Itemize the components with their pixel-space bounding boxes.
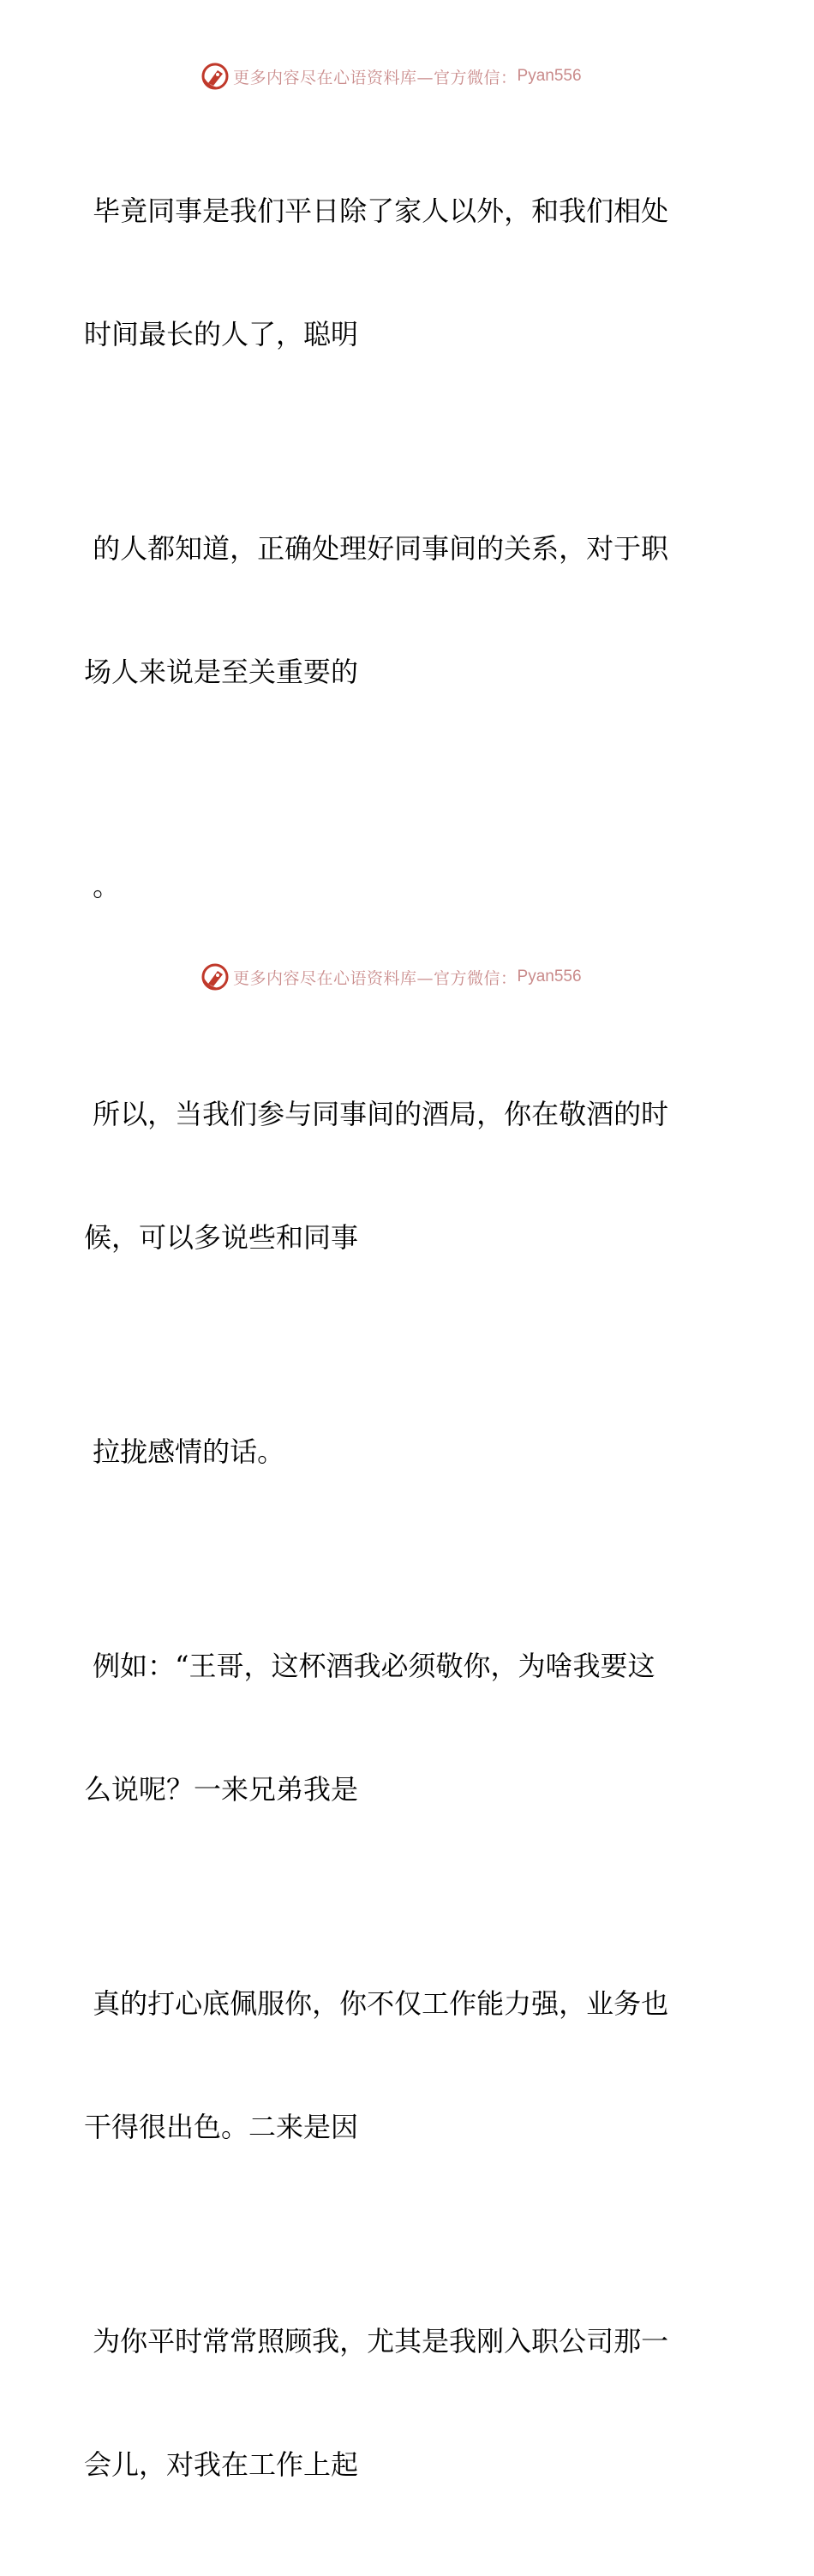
text-line: 么说呢？一来兄弟我是 xyxy=(84,1773,359,1806)
paragraph xyxy=(84,1011,718,1340)
paragraph xyxy=(84,783,718,989)
text-line: 为你平时常常照顾我，尤其是我刚入职公司那一 xyxy=(84,2325,669,2357)
text-line: 候，可以多说些和同事 xyxy=(84,1221,359,1254)
paragraph xyxy=(84,446,718,775)
text-line: 拉拢感情的话。 xyxy=(84,1435,285,1468)
header-watermark xyxy=(201,62,582,91)
watermark-text: 更多内容尽在心语资料库—官方微信： xyxy=(233,68,518,87)
paragraph xyxy=(84,108,718,437)
watermark-text: 更多内容尽在心语资料库—官方微信： xyxy=(233,968,518,988)
text-line: 场人来说是至关重要的 xyxy=(84,656,359,688)
body-text xyxy=(84,108,718,2576)
text-line: 所以，当我们参与同事间的酒局，你在敬酒的时 xyxy=(84,1098,669,1130)
pen-nib-logo-icon xyxy=(201,962,230,991)
text-line: 。 xyxy=(84,870,121,902)
text-line: 会儿，对我在工作上起 xyxy=(84,2448,359,2481)
text-line: 真的打心底佩服你，你不仅工作能力强，业务也 xyxy=(84,1987,669,2020)
footer-watermark xyxy=(201,962,582,991)
paragraph xyxy=(84,1563,718,1892)
pen-nib-logo-icon xyxy=(201,62,230,91)
paragraph xyxy=(84,2238,718,2567)
paragraph xyxy=(84,1349,718,1555)
paragraph xyxy=(84,1901,718,2230)
watermark-wechat-id: Pyan556 xyxy=(517,67,582,85)
text-line: 的人都知道，正确处理好同事间的关系，对于职 xyxy=(84,532,669,565)
text-line: 干得很出色。二来是因 xyxy=(84,2111,359,2143)
watermark-wechat-id: Pyan556 xyxy=(517,967,582,985)
text-line: 时间最长的人了，聪明 xyxy=(84,318,359,350)
text-line: 毕竟同事是我们平日除了家人以外，和我们相处 xyxy=(84,195,669,227)
text-line: 例如：“王哥，这杯酒我必须敬你，为啥我要这 xyxy=(84,1650,655,1682)
